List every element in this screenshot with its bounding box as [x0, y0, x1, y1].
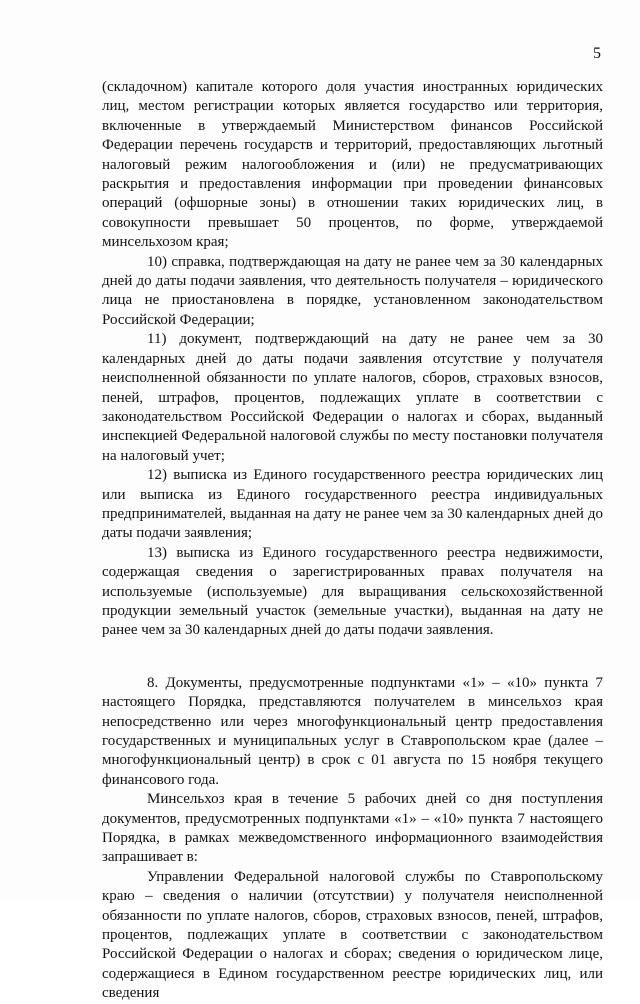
paragraph-item-12: 12) выписка из Единого государственного реестра юридических лиц или выписка из Единого государственного реестра индивидуальных предпринимателей, выданная на дату не ранее чем за 30 календарных дней до даты подачи заявления;: [102, 467, 603, 542]
paragraph-tax-service: Управлении Федеральной налоговой службы по Ставропольскому краю – сведения о наличии (отсутствии) у получателя неисполненной обязанности по уплате налогов, сборов, страховых взносов, пеней, штрафов, процентов, подлежащих уплате в соответствии с законодательством Российской Федерации о налогах и сборах; сведения о юридическом лице, содержащиеся в Едином государственном реестре юридических лиц, или сведения: [102, 868, 603, 1002]
paragraph-ministry-request: Минсельхоз края в течение 5 рабочих дней со дня поступления документов, предусмотренных подпунктами «1» – «10» пункта 7 настоящего Порядка, в рамках межведомственного информационного взаимодействия запрашивает в:: [102, 791, 603, 866]
paragraph-item-11: 11) документ, подтверждающий на дату не ранее чем за 30 календарных дней до даты подачи заявления отсутствие у получателя неисполненной обязанности по уплате налогов, сборов, страховых взносов, пеней, штрафов, процентов, подлежащих уплате в соответствии с законодательством Российской Федерации о налогах и сборах, выданный инспекцией Федеральной налоговой службы по месту постановки получателя на налоговый учет;: [102, 331, 603, 464]
document-body: [102, 78, 603, 1004]
paragraph-section-8: 8. Документы, предусмотренные подпунктами «1» – «10» пункта 7 настоящего Порядка, представляются получателем в минсельхоз края непосредственно или через многофункциональный центр предоставления государственных и муниципальных услуг в Ставропольском крае (далее – многофункциональный центр) в срок с 01 августа по 15 ноября текущего финансового года.: [102, 674, 603, 788]
paragraph-continuation: (складочном) капитале которого доля участия иностранных юридических лиц, местом регистрации которых является государство или территория, включенные в утверждаемый Министерством финансов Российской Федерации перечень государств и территорий, предоставляющих льготный налоговый режим налогообложения и (или) не предусматривающих раскрытия и предоставления информации при проведении финансовых операций (офшорные зоны) в отношении таких юридических лиц, в совокупности превышает 50 процентов, по форме, утверждаемой минсельхозом края;: [102, 79, 603, 251]
paragraph-item-13: 13) выписка из Единого государственного реестра недвижимости, содержащая сведения о зарегистрированных правах получателя на используемые (используемые) для выращивания сельскохозяйственной продукции земельный участок (земельные участки), выданная на дату не ранее чем за 30 календарных дней до даты подачи заявления.: [102, 544, 603, 639]
page-number: 5: [593, 45, 601, 62]
paragraph-item-10: 10) справка, подтверждающая на дату не ранее чем за 30 календарных дней до даты подачи заявления, что деятельность получателя – юридического лица не приостановлена в порядке, установленном законодательством Российской Федерации;: [102, 253, 603, 328]
